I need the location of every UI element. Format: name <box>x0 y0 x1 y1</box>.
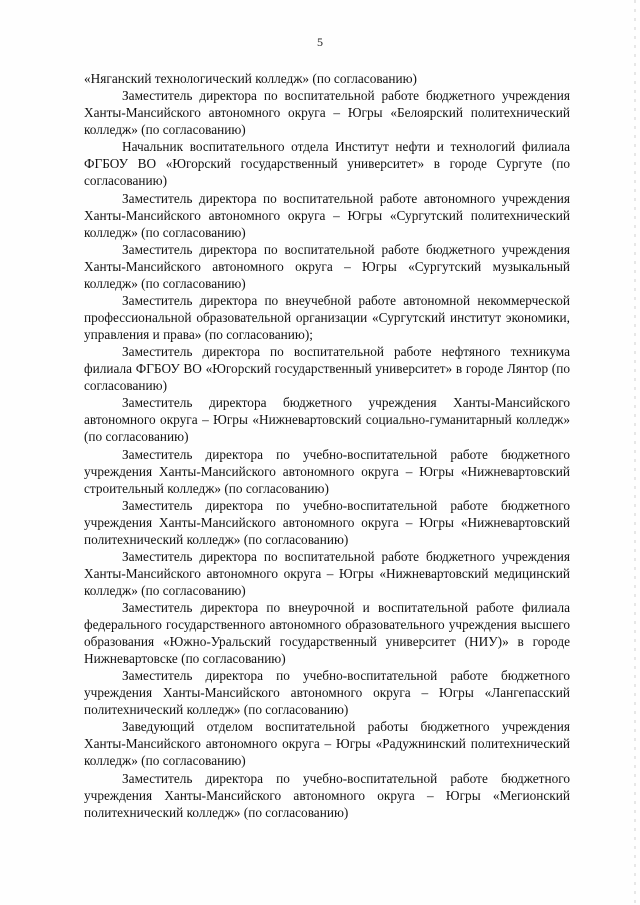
document-body <box>84 70 570 821</box>
paragraph: Заместитель директора по учебно-воспитательной работе бюджетного учреждения Ханты-Мансийского автономного округа – Югры «Нижневартовский строительный колледж» (по согласованию) <box>84 446 570 496</box>
paragraph: «Няганский технологический колледж» (по согласованию) <box>84 71 417 86</box>
paragraph: Заместитель директора по воспитательной работе нефтяного техникума филиала ФГБОУ ВО «Югорский государственный университет» в городе Лянтор (по согласованию) <box>84 344 570 394</box>
paragraph: Заместитель директора по внеурочной и воспитательной работе филиала федерального государственного автономного образовательного учреждения высшего образования «Южно-Уральский государственный университет (НИУ)» в городе Нижневартовске (по согласованию) <box>84 600 570 667</box>
paragraph: Заместитель директора по воспитательной работе автономного учреждения Ханты-Мансийского автономного округа – Югры «Сургутский политехнический колледж» (по согласованию) <box>84 190 570 240</box>
paragraph: Начальник воспитательного отдела Институт нефти и технологий филиала ФГБОУ ВО «Югорский государственный университет» в городе Сургуте (по согласованию) <box>84 139 570 189</box>
paragraph: Заместитель директора по учебно-воспитательной работе бюджетного учреждения Ханты-Мансийского автономного округа – Югры «Мегионский политехнический колледж» (по согласованию) <box>84 770 570 820</box>
page-number: 5 <box>317 35 323 49</box>
scan-edge-artifact <box>634 0 636 905</box>
paragraph: Заместитель директора по учебно-воспитательной работе бюджетного учреждения Ханты-Мансийского автономного округа – Югры «Нижневартовский политехнический колледж» (по согласованию) <box>84 497 570 547</box>
paragraph: Заместитель директора по учебно-воспитательной работе бюджетного учреждения Ханты-Мансийского автономного округа – Югры «Лангепасский политехнический колледж» (по согласованию) <box>84 668 570 718</box>
paragraph: Заместитель директора по внеучебной работе автономной некоммерческой профессиональной образовательной организации «Сургутский институт экономики, управления и права» (по согласованию); <box>84 292 570 342</box>
paragraph: Заведующий отделом воспитательной работы бюджетного учреждения Ханты-Мансийского автономного округа – Югры «Радужнинский политехнический колледж» (по согласованию) <box>84 719 570 769</box>
paragraph: Заместитель директора бюджетного учреждения Ханты-Мансийского автономного округа – Югры «Нижневартовский социально-гуманитарный колледж» (по согласованию) <box>84 395 570 445</box>
paragraph: Заместитель директора по воспитательной работе бюджетного учреждения Ханты-Мансийского автономного округа – Югры «Нижневартовский медицинский колледж» (по согласованию) <box>84 548 570 598</box>
paragraph: Заместитель директора по воспитательной работе бюджетного учреждения Ханты-Мансийского автономного округа – Югры «Белоярский политехнический колледж» (по согласованию) <box>84 88 570 138</box>
paragraph: Заместитель директора по воспитательной работе бюджетного учреждения Ханты-Мансийского автономного округа – Югры «Сургутский музыкальный колледж» (по согласованию) <box>84 241 570 291</box>
